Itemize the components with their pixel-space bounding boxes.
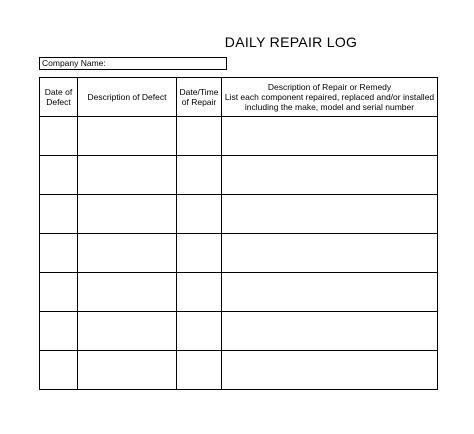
cell-date-of-defect[interactable] (40, 312, 78, 351)
cell-description-of-defect[interactable] (78, 156, 177, 195)
cell-description-of-repair[interactable] (222, 195, 438, 234)
cell-date-time-of-repair[interactable] (177, 312, 222, 351)
cell-date-of-defect[interactable] (40, 273, 78, 312)
cell-description-of-defect[interactable] (78, 273, 177, 312)
cell-description-of-repair[interactable] (222, 351, 438, 390)
cell-date-time-of-repair[interactable] (177, 234, 222, 273)
cell-date-of-defect[interactable] (40, 156, 78, 195)
cell-date-of-defect[interactable] (40, 234, 78, 273)
cell-description-of-defect[interactable] (78, 117, 177, 156)
cell-description-of-defect[interactable] (78, 312, 177, 351)
cell-date-time-of-repair[interactable] (177, 351, 222, 390)
column-header-description-of-repair: Description of Repair or Remedy List each component repaired, replaced and/or installed including the make, model and serial number (222, 78, 438, 117)
cell-description-of-defect[interactable] (78, 351, 177, 390)
cell-date-time-of-repair[interactable] (177, 195, 222, 234)
cell-description-of-repair[interactable] (222, 312, 438, 351)
table-row (40, 195, 438, 234)
repair-log-table (39, 77, 438, 390)
table-row (40, 273, 438, 312)
cell-description-of-repair[interactable] (222, 117, 438, 156)
cell-date-time-of-repair[interactable] (177, 273, 222, 312)
table-row (40, 234, 438, 273)
table-row (40, 351, 438, 390)
cell-description-of-repair[interactable] (222, 234, 438, 273)
table-row (40, 312, 438, 351)
cell-date-time-of-repair[interactable] (177, 156, 222, 195)
table-header-row (40, 78, 438, 117)
cell-date-of-defect[interactable] (40, 195, 78, 234)
column-header-date-of-defect: Date of Defect (40, 78, 78, 117)
column-header-description-of-defect: Description of Defect (78, 78, 177, 117)
cell-description-of-defect[interactable] (78, 195, 177, 234)
cell-date-of-defect[interactable] (40, 351, 78, 390)
cell-date-of-defect[interactable] (40, 117, 78, 156)
cell-date-time-of-repair[interactable] (177, 117, 222, 156)
cell-description-of-repair[interactable] (222, 156, 438, 195)
column-header-date-time-of-repair: Date/Time of Repair (177, 78, 222, 117)
cell-description-of-repair[interactable] (222, 273, 438, 312)
company-name-field[interactable]: Company Name: (39, 57, 227, 70)
cell-description-of-defect[interactable] (78, 234, 177, 273)
table-row (40, 117, 438, 156)
table-row (40, 156, 438, 195)
page-title: DAILY REPAIR LOG (224, 34, 358, 50)
